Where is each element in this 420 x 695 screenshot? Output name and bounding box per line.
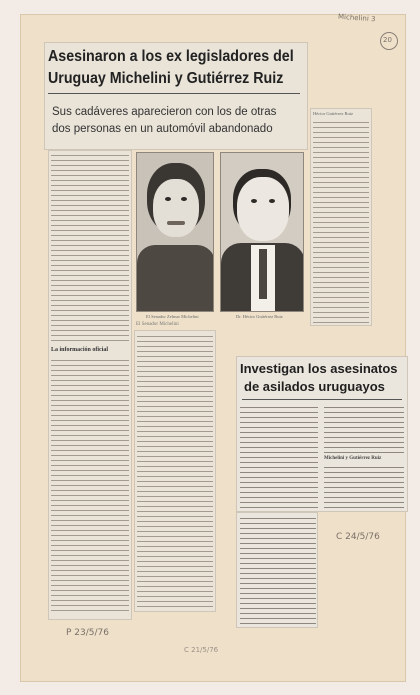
section-heading: La información oficial: [51, 347, 108, 353]
text-block: [324, 404, 404, 454]
photo-portrait-michelini: [136, 152, 214, 312]
headline-rule: [242, 399, 402, 400]
headline-rule: [48, 93, 300, 94]
photo-portrait-gutierrez-ruiz: [220, 152, 304, 312]
handwritten-date: C 24/5/76: [336, 532, 380, 542]
text-block: [51, 152, 129, 342]
photo-caption: El Senador Zelmar Michelini: [146, 314, 199, 319]
article-subheadline: [52, 104, 304, 138]
text-block: [51, 357, 129, 615]
text-block: [313, 119, 369, 323]
headline-line-2: Uruguay Michelini y Gutiérrez Ruiz: [48, 70, 284, 87]
second-headline-line-2: de asilados uruguayos: [244, 379, 385, 394]
text-block: [240, 404, 318, 508]
photo-caption: Dr. Héctor Gutiérrez Ruiz: [236, 314, 283, 319]
text-block: [137, 333, 213, 609]
handwritten-date: C 21/5/76: [184, 646, 219, 654]
text-block: [324, 464, 404, 508]
handwritten-date: P 23/5/76: [66, 628, 109, 638]
text-block: [240, 515, 316, 625]
subsection-heading: Michelini y Gutiérrez Ruiz: [324, 456, 382, 461]
subheadline-line-1: Sus cadáveres aparecieron con los de otras: [52, 106, 277, 118]
sidebar-heading: Héctor Gutiérrez Ruiz: [313, 111, 353, 116]
article-headline: [48, 46, 294, 90]
page-number: 20: [383, 36, 392, 44]
second-headline-line-1: Investigan los asesinatos: [240, 361, 398, 376]
subheadline-line-2: dos personas en un automóvil abandonado: [52, 123, 273, 135]
handwritten-note: Michelini 3: [337, 12, 376, 24]
second-article-headline: [240, 360, 406, 396]
headline-line-1: Asesinaron a los ex legisladores del: [48, 48, 294, 65]
bio-heading: El Senador Michelini: [136, 322, 179, 327]
